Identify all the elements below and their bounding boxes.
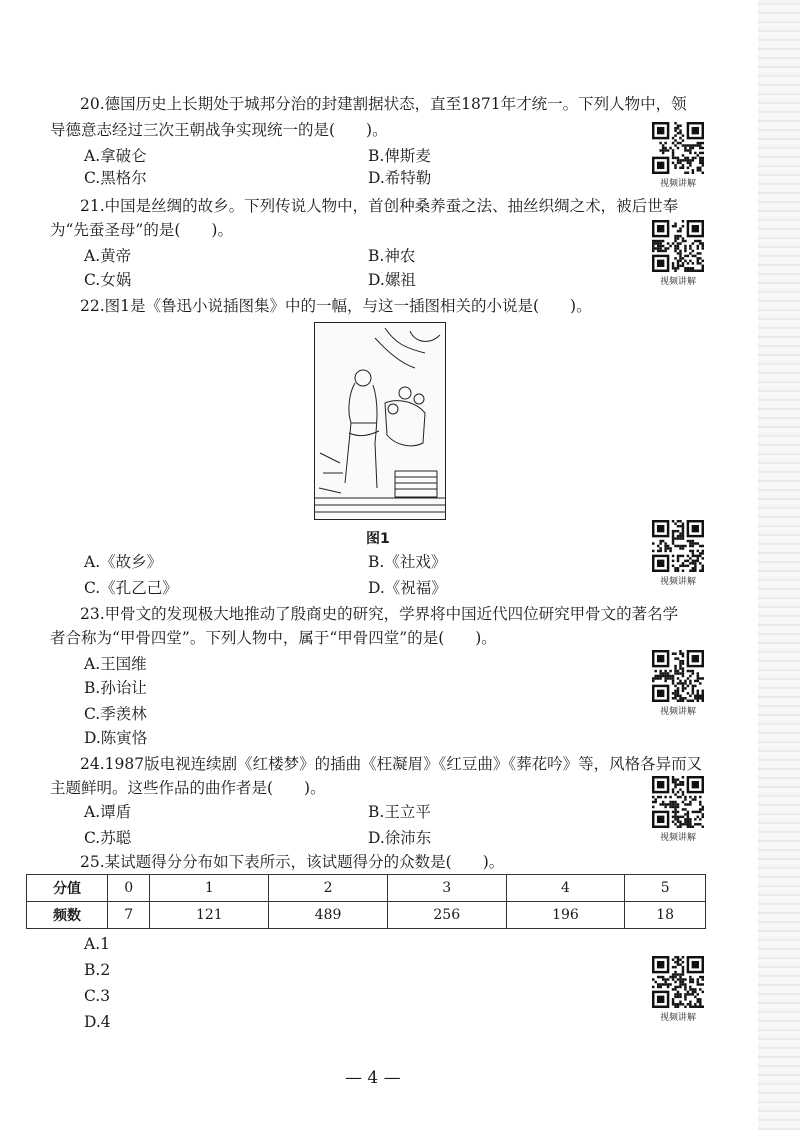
q25-option-c[interactable]: C.3 [84,987,111,1005]
q21-option-d[interactable]: D.嫘祖 [368,271,416,289]
figure-1-illustration [314,322,446,520]
q22-option-a[interactable]: A.《故乡》 [84,553,163,571]
table-cell: 4 [506,875,625,902]
table-cell: 1 [150,875,269,902]
q25-stem: 25.某试题得分分布如下表所示，该试题得分的众数是( )。 [80,853,505,871]
qr-code-q20[interactable] [648,122,708,189]
q25-option-a[interactable]: A.1 [84,935,110,953]
q23-stem-line1: 23.甲骨文的发现极大地推动了殷商史的研究，学界将中国近代四位研究甲骨文的著名学 [80,605,679,623]
qr-code-q25[interactable] [648,956,708,1023]
q24-option-c[interactable]: C.苏聪 [84,829,132,847]
q23-option-c[interactable]: C.季羡林 [84,705,147,723]
qr-code-icon [652,776,704,828]
qr-code-icon [652,956,704,1008]
q20-stem-line1: 20.德国历史上长期处于城邦分治的封建割据状态，直至1871年才统一。下列人物中，领 [80,95,687,113]
q24-option-a[interactable]: A.谭盾 [84,803,132,821]
qr-code-icon [652,220,704,272]
table-cell: 121 [150,902,269,929]
qr-code-icon [652,520,704,572]
q21-option-a[interactable]: A.黄帝 [84,247,132,265]
table-cell: 7 [108,902,150,929]
q23-option-d[interactable]: D.陈寅恪 [84,729,148,747]
table-cell: 5 [625,875,706,902]
qr-caption: 视频讲解 [659,833,696,843]
q20-option-a[interactable]: A.拿破仑 [84,147,147,165]
figure-caption: 图1 [366,531,390,547]
table-row [27,902,706,929]
q21-option-c[interactable]: C.女娲 [84,271,132,289]
q25-option-d[interactable]: D.4 [84,1013,111,1031]
q23-option-a[interactable]: A.王国维 [84,655,147,673]
q24-stem-line1: 24.1987版电视连续剧《红楼梦》的插曲《枉凝眉》《红豆曲》《葬花吟》等，风格各异而又 [80,755,703,773]
woodcut-drawing-icon [315,323,445,519]
q21-option-b[interactable]: B.神农 [368,247,416,265]
score-distribution-table [26,874,706,929]
table-cell: 2 [269,875,388,902]
q21-stem-line2: 为“先蚕圣母”的是( )。 [50,221,233,239]
qr-caption: 视频讲解 [659,1013,696,1023]
q25-option-b[interactable]: B.2 [84,961,111,979]
q20-option-b[interactable]: B.俾斯麦 [368,147,431,165]
qr-caption: 视频讲解 [659,277,696,287]
q22-option-b[interactable]: B.《社戏》 [368,553,447,571]
table-header-score: 分值 [27,875,108,902]
qr-code-q24[interactable] [648,776,708,843]
table-cell: 0 [108,875,150,902]
q21-stem-line1: 21.中国是丝绸的故乡。下列传说人物中，首创种桑养蚕之法、抽丝织绸之术，被后世奉 [80,197,679,215]
table-cell: 196 [506,902,625,929]
table-row [27,875,706,902]
qr-code-q23[interactable] [648,650,708,717]
q22-option-c[interactable]: C.《孔乙己》 [84,579,178,597]
page-number: — 4 — [345,1068,401,1088]
q20-stem-line2: 导德意志经过三次王朝战争实现统一的是( )。 [50,121,388,139]
q24-option-d[interactable]: D.徐沛东 [368,829,432,847]
qr-caption: 视频讲解 [659,707,696,717]
qr-code-q22[interactable] [648,520,708,587]
qr-code-icon [652,650,704,702]
q22-option-d[interactable]: D.《祝福》 [368,579,447,597]
q24-option-b[interactable]: B.王立平 [368,803,431,821]
q23-stem-line2: 者合称为“甲骨四堂”。下列人物中，属于“甲骨四堂”的是( )。 [50,629,497,647]
qr-caption: 视频讲解 [659,577,696,587]
table-header-frequency: 频数 [27,902,108,929]
table-cell: 256 [387,902,506,929]
qr-code-q21[interactable] [648,220,708,287]
q22-stem: 22.图1是《鲁迅小说插图集》中的一幅，与这一插图相关的小说是( )。 [80,297,592,315]
q23-option-b[interactable]: B.孙诒让 [84,679,147,697]
table-cell: 3 [387,875,506,902]
table-cell: 18 [625,902,706,929]
scan-edge [758,0,800,1130]
q20-option-c[interactable]: C.黑格尔 [84,169,147,187]
q24-stem-line2: 主题鲜明。这些作品的曲作者是( )。 [50,779,326,797]
q20-option-d[interactable]: D.希特勒 [368,169,432,187]
qr-caption: 视频讲解 [659,179,696,189]
table-cell: 489 [269,902,388,929]
qr-code-icon [652,122,704,174]
